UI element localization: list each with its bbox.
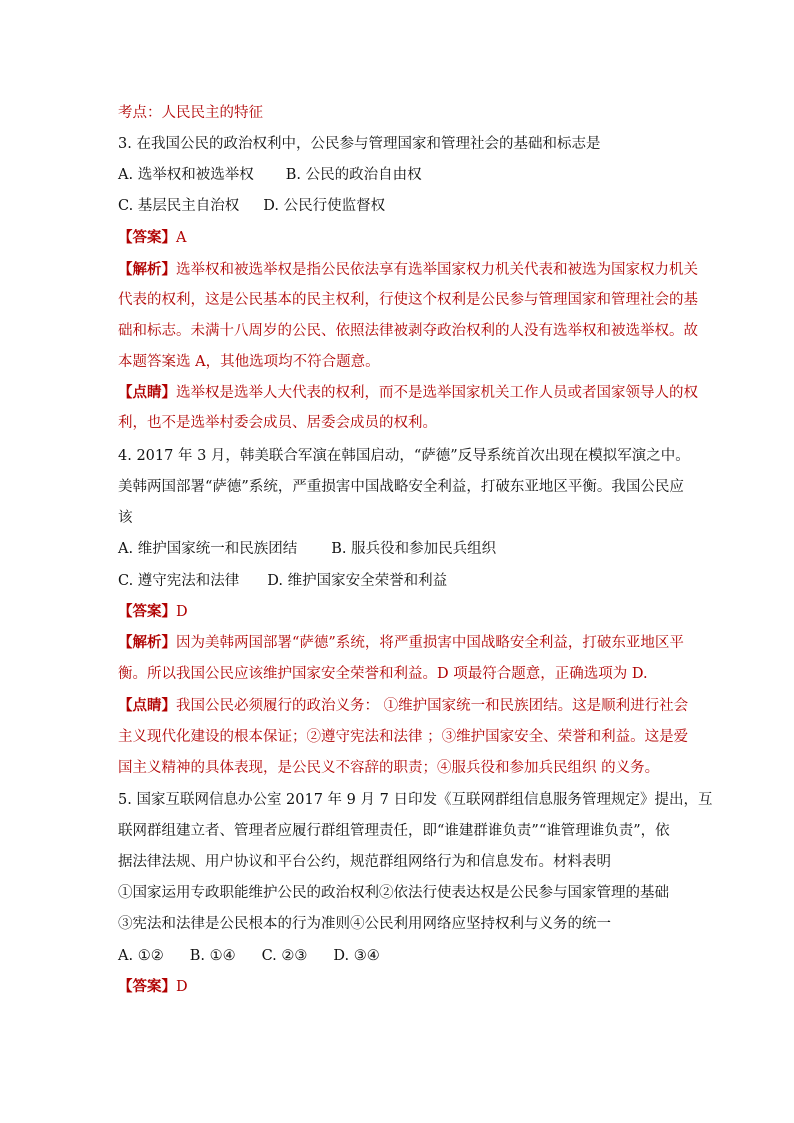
q3-analysis-line-4: 本题答案选 A，其他选项均不符合题意。	[118, 354, 380, 370]
q3-option-b: B. 公民的政治自由权	[285, 167, 422, 183]
q4-point-label: 【点睛】	[118, 697, 176, 714]
q3-point-text: 选举权是选举人大代表的权利，而不是选举国家机关工作人员或者国家领导人的权	[176, 385, 698, 401]
q4-option-d: D. 维护国家安全荣誉和利益	[267, 573, 448, 589]
q3-option-d: D. 公民行使监督权	[263, 198, 386, 214]
q5-options-row	[118, 946, 380, 966]
q3-analysis-label: 【解析】	[118, 261, 176, 278]
q4-analysis-text: 因为美韩两国部署“萨德”系统，将严重损害中国战略安全利益，打破东亚地区平	[176, 635, 684, 651]
kaodian-line	[118, 103, 263, 123]
q4-stem-line-3: 该	[118, 510, 133, 526]
q4-stem-line-2: 美韩两国部署“萨德”系统，严重损害中国战略安全利益，打破东亚地区平衡。我国公民应	[118, 479, 684, 495]
q3-option-a: A. 选举权和被选举权	[118, 167, 254, 183]
q5-statement-line-1: ①国家运用专政职能维护公民的政治权利②依法行使表达权是公民参与国家管理的基础	[118, 885, 669, 901]
q3-point-line-1	[118, 383, 698, 403]
q5-answer: D	[176, 979, 188, 995]
q3-options-row1	[118, 165, 422, 185]
q4-point-line-1	[118, 696, 688, 716]
q5-option-a: A. ①②	[118, 948, 164, 964]
q3-option-c: C. 基层民主自治权	[118, 198, 240, 214]
q4-point-line-3: 国主义精神的具体表现，是公民义不容辞的职责；④服兵役和参加兵民组织 的义务。	[118, 760, 660, 776]
q3-analysis-line-3: 础和标志。未满十八周岁的公民、依照法律被剥夺政治权利的人没有选举权和被选举权。故	[118, 323, 698, 339]
q3-answer-label: 【答案】	[118, 229, 176, 246]
q3-analysis-line-1	[118, 260, 698, 280]
q3-analysis-line-2: 代表的权利，这是公民基本的民主权利，行使这个权利是公民参与管理国家和管理社会的基	[118, 292, 698, 308]
q5-stem-line-3: 据法律法规、用户协议和平台公约，规范群组网络行为和信息发布。材料表明	[118, 854, 611, 870]
q4-analysis-line-2: 衡。所以我国公民应该维护国家安全荣誉和利益。D 项最符合题意，正确选项为 D.	[118, 666, 648, 682]
q5-stem-line-2: 联网群组建立者、管理者应履行群组管理责任，即“谁建群谁负责”“谁管理谁负责”，依	[118, 823, 670, 839]
q5-option-d: D. ③④	[333, 948, 380, 964]
q4-answer-label: 【答案】	[118, 603, 176, 620]
q3-point-label: 【点睛】	[118, 384, 176, 401]
q4-analysis-label: 【解析】	[118, 634, 176, 651]
q4-point-text: 我国公民必须履行的政治义务： ①维护国家统一和民族团结。这是顺利进行社会	[176, 698, 689, 714]
q3-stem: 3. 在我国公民的政治权利中，公民参与管理国家和管理社会的基础和标志是	[118, 136, 601, 152]
q3-analysis-text: 选举权和被选举权是指公民依法享有选举国家权力机关代表和被选为国家权力机关	[176, 262, 698, 278]
q5-option-b: B. ①④	[189, 948, 236, 964]
kaodian-text: 人民民主的特征	[161, 105, 263, 121]
q4-options-row2	[118, 571, 447, 591]
q4-answer-line	[118, 602, 188, 622]
kaodian-label: 考点：	[118, 105, 162, 121]
q3-options-row2	[118, 196, 385, 216]
q3-answer: A	[176, 230, 187, 246]
q5-answer-label: 【答案】	[118, 978, 176, 995]
q5-answer-line	[118, 977, 188, 997]
q4-options-row1	[118, 539, 496, 559]
q3-answer-line	[118, 228, 186, 248]
q5-statement-line-2: ③宪法和法律是公民根本的行为准则④公民利用网络应坚持权利与义务的统一	[118, 916, 611, 932]
q4-option-b: B. 服兵役和参加民兵组织	[331, 541, 497, 557]
q5-stem-line-1: 5. 国家互联网信息办公室 2017 年 9 月 7 日印发《互联网群组信息服务管理规定》提出，互	[118, 792, 713, 808]
q3-point-line-2: 利，也不是选举村委会成员、居委会成员的权利。	[118, 415, 437, 431]
q4-option-a: A. 维护国家统一和民族团结	[118, 541, 298, 557]
q4-point-line-2: 主义现代化建设的根本保证；②遵守宪法和法律 ；③维护国家安全、荣誉和利益。这是爱	[118, 729, 689, 745]
q4-answer: D	[176, 604, 188, 620]
q4-stem-line-1: 4. 2017 年 3 月，韩美联合军演在韩国启动，“萨德”反导系统首次出现在模拟军演之中。	[118, 448, 690, 464]
q4-analysis-line-1	[118, 633, 684, 653]
q5-option-c: C. ②③	[261, 948, 308, 964]
q4-option-c: C. 遵守宪法和法律	[118, 573, 240, 589]
